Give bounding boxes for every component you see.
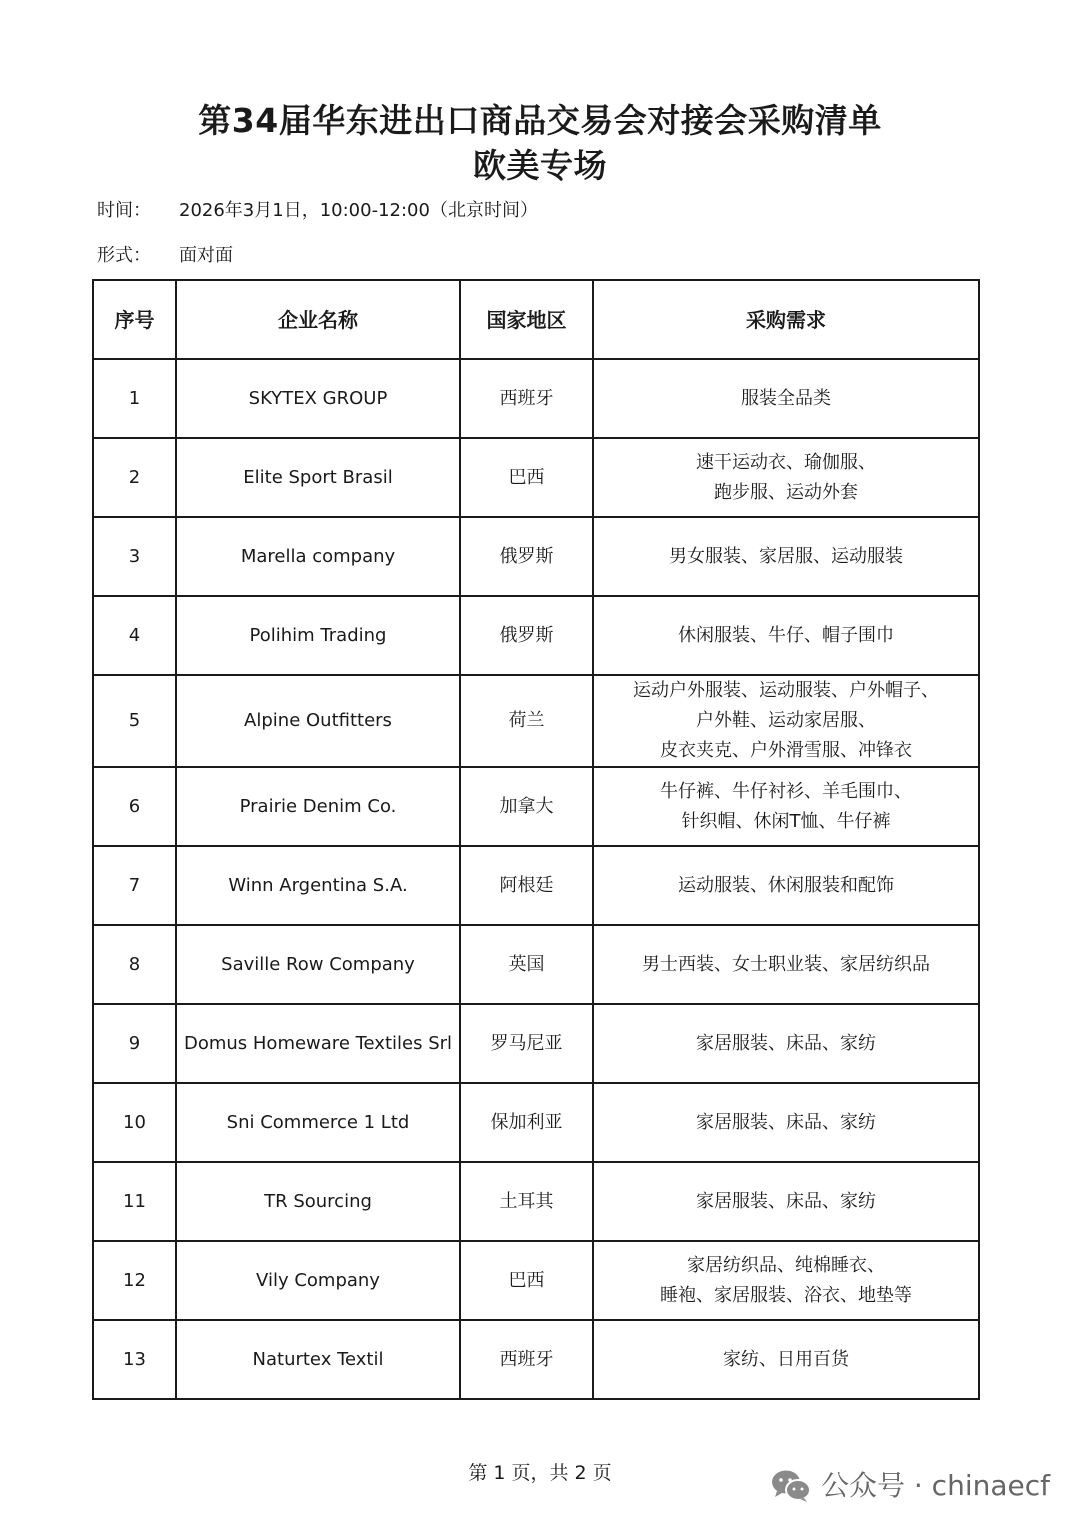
cell-no: 7: [93, 846, 176, 925]
table-row: [93, 1241, 979, 1320]
demand-line: 跑步服、运动外套: [714, 481, 858, 503]
cell-company: Polihim Trading: [176, 596, 460, 675]
table-row: [93, 767, 979, 846]
cell-company: Vily Company: [176, 1241, 460, 1320]
cell-company: Domus Homeware Textiles Srl: [176, 1004, 460, 1083]
cell-country: 土耳其: [460, 1162, 593, 1241]
table-body: [93, 359, 979, 1399]
cell-no: 2: [93, 438, 176, 517]
cell-country: 罗马尼亚: [460, 1004, 593, 1083]
wechat-icon: [771, 1469, 811, 1503]
demand-line: 针织帽、休闲T恤、牛仔裤: [681, 810, 891, 832]
demand-line: 运动户外服装、运动服装、户外帽子、: [633, 680, 939, 701]
demand-line: 家纺、日用百货: [723, 1348, 849, 1370]
demand-line: 休闲服装、牛仔、帽子围巾: [678, 624, 894, 646]
cell-company: Alpine Outfitters: [176, 675, 460, 767]
table-row: [93, 1320, 979, 1399]
time-value: 2026年3月1日，10:00-12:00（北京时间）: [179, 200, 538, 221]
cell-company: Marella company: [176, 517, 460, 596]
cell-no: 4: [93, 596, 176, 675]
cell-demand: [593, 1162, 979, 1241]
meta-form-row: [97, 244, 233, 268]
cell-demand: [593, 1083, 979, 1162]
cell-no: 13: [93, 1320, 176, 1399]
cell-country: 加拿大: [460, 767, 593, 846]
table-row: [93, 1162, 979, 1241]
cell-country: 俄罗斯: [460, 596, 593, 675]
demand-line: 家居服装、床品、家纺: [696, 1032, 876, 1054]
cell-country: 英国: [460, 925, 593, 1004]
cell-company: TR Sourcing: [176, 1162, 460, 1241]
demand-line: 牛仔裤、牛仔衬衫、羊毛围巾、: [660, 780, 912, 802]
cell-company: Prairie Denim Co.: [176, 767, 460, 846]
cell-company: Elite Sport Brasil: [176, 438, 460, 517]
purchase-table: [92, 279, 980, 1400]
cell-demand: [593, 1004, 979, 1083]
demand-line: 男女服装、家居服、运动服装: [669, 545, 903, 567]
form-value: 面对面: [179, 245, 233, 266]
cell-company: Sni Commerce 1 Ltd: [176, 1083, 460, 1162]
page-number: 第 1 页，共 2 页: [468, 1462, 612, 1484]
cell-demand: [593, 846, 979, 925]
cell-company: Naturtex Textil: [176, 1320, 460, 1399]
page-title: 第34届华东进出口商品交易会对接会采购清单: [198, 101, 882, 140]
cell-demand: [593, 517, 979, 596]
cell-country: 巴西: [460, 1241, 593, 1320]
cell-no: 1: [93, 359, 176, 438]
cell-country: 荷兰: [460, 675, 593, 767]
cell-country: 巴西: [460, 438, 593, 517]
demand-line: 运动服装、休闲服装和配饰: [678, 874, 894, 896]
time-label: 时间：: [97, 200, 151, 221]
cell-company: Saville Row Company: [176, 925, 460, 1004]
cell-demand: [593, 925, 979, 1004]
table-row: [93, 925, 979, 1004]
watermark-text: 公众号 · chinaecf: [820, 1469, 1050, 1502]
cell-demand: [593, 596, 979, 675]
cell-country: 俄罗斯: [460, 517, 593, 596]
cell-no: 5: [93, 675, 176, 767]
cell-no: 6: [93, 767, 176, 846]
table-row: [93, 359, 979, 438]
cell-demand: [593, 359, 979, 438]
demand-line: 睡袍、家居服装、浴衣、地垫等: [660, 1284, 912, 1306]
demand-line: 家居服装、床品、家纺: [696, 1111, 876, 1133]
cell-no: 9: [93, 1004, 176, 1083]
demand-line: 服装全品类: [741, 387, 831, 409]
cell-company: SKYTEX GROUP: [176, 359, 460, 438]
header-company: 企业名称: [176, 280, 460, 359]
demand-line: 男士西装、女士职业装、家居纺织品: [642, 953, 930, 975]
cell-demand: [593, 438, 979, 517]
page-subtitle: 欧美专场: [473, 146, 607, 185]
table-row: [93, 1083, 979, 1162]
demand-line: 户外鞋、运动家居服、: [696, 710, 876, 731]
cell-country: 保加利亚: [460, 1083, 593, 1162]
table-row: [93, 675, 979, 767]
cell-no: 10: [93, 1083, 176, 1162]
cell-no: 3: [93, 517, 176, 596]
header-country: 国家地区: [460, 280, 593, 359]
header-demand: 采购需求: [593, 280, 979, 359]
cell-no: 12: [93, 1241, 176, 1320]
table-row: [93, 1004, 979, 1083]
watermark: [771, 1466, 1050, 1506]
cell-demand: [593, 1320, 979, 1399]
table-row: [93, 596, 979, 675]
cell-no: 11: [93, 1162, 176, 1241]
cell-demand: [593, 1241, 979, 1320]
demand-line: 皮衣夹克、户外滑雪服、冲锋衣: [660, 740, 912, 761]
demand-line: 家居纺织品、纯棉睡衣、: [687, 1254, 885, 1276]
table-header-row: [93, 280, 979, 359]
cell-no: 8: [93, 925, 176, 1004]
cell-country: 西班牙: [460, 359, 593, 438]
table-row: [93, 846, 979, 925]
form-label: 形式：: [97, 245, 151, 266]
demand-line: 速干运动衣、瑜伽服、: [696, 451, 876, 473]
header-no: 序号: [93, 280, 176, 359]
meta-time-row: [97, 199, 538, 223]
table-row: [93, 517, 979, 596]
cell-country: 西班牙: [460, 1320, 593, 1399]
cell-company: Winn Argentina S.A.: [176, 846, 460, 925]
table-row: [93, 438, 979, 517]
cell-demand: [593, 675, 979, 767]
cell-demand: [593, 767, 979, 846]
demand-line: 家居服装、床品、家纺: [696, 1190, 876, 1212]
cell-country: 阿根廷: [460, 846, 593, 925]
